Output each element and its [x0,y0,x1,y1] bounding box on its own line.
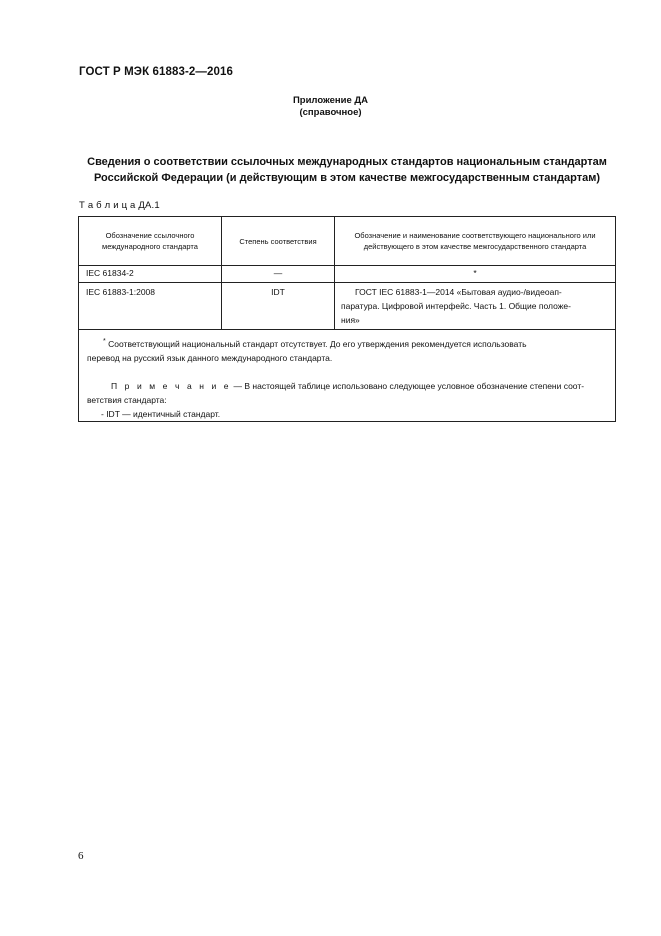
cell-degree: IDT [222,283,335,330]
cell-national [335,283,616,330]
footnote-cell [79,330,616,422]
header-national-standard: Обозначение и наименование соответствующего национального или действующего в этом качестве межгосударственного стандарта [335,217,616,266]
note-line-1: П р и м е ч а н и е — В настоящей таблице использовано следующее условное обозначение степени соот- [111,380,585,391]
table-caption [79,200,160,211]
section-title [60,154,634,186]
annex-subtitle: (справочное) [299,107,362,118]
cell-national: * [335,266,616,283]
table-row [79,266,616,283]
footnote-line-1: * Соответствующий национальный стандарт отсутствует. До его утверждения рекомендуется использовать [103,337,527,349]
cell-national-line-3: ния» [341,315,360,325]
table-row [79,283,616,330]
cell-reference: IEC 61883-1:2008 [79,283,222,330]
cell-degree: — [222,266,335,283]
cell-national-line-1: ГОСТ IEC 61883-1—2014 «Бытовая аудио-/видеоап- [355,287,562,297]
document-code: ГОСТ Р МЭК 61883-2—2016 [79,66,233,78]
annex-title: Приложение ДА [292,95,369,106]
footnote-line-2: перевод на русский язык данного международного стандарта. [87,352,333,363]
header-reference-standard: Обозначение ссылочного международного стандарта [79,217,222,266]
note-label: П р и м е ч а н и е [111,380,232,391]
cell-reference: IEC 61834-2 [79,266,222,283]
table-header-row [79,217,616,266]
footnote-marker: * [103,337,106,345]
correspondence-table [78,216,616,422]
page-number: 6 [78,850,84,862]
table-caption-label: Т а б л и ц а [79,200,136,211]
note-line-2: ветствия стандарта: [87,394,167,405]
section-title-line-1: Сведения о соответствии ссылочных международных стандартов национальным стандартам [87,156,607,168]
table-footnote-row [79,330,616,422]
cell-national-line-2: паратура. Цифровой интерфейс. Часть 1. Общие положе- [341,301,571,311]
note-block [87,379,611,421]
header-degree-of-correspondence: Степень соответствия [222,217,335,266]
note-item: - IDT — идентичный стандарт. [101,408,221,419]
table-caption-number: ДА.1 [138,200,160,211]
section-title-line-2: Российской Федерации (и действующим в этом качестве межгосударственным стандартам) [93,172,601,184]
